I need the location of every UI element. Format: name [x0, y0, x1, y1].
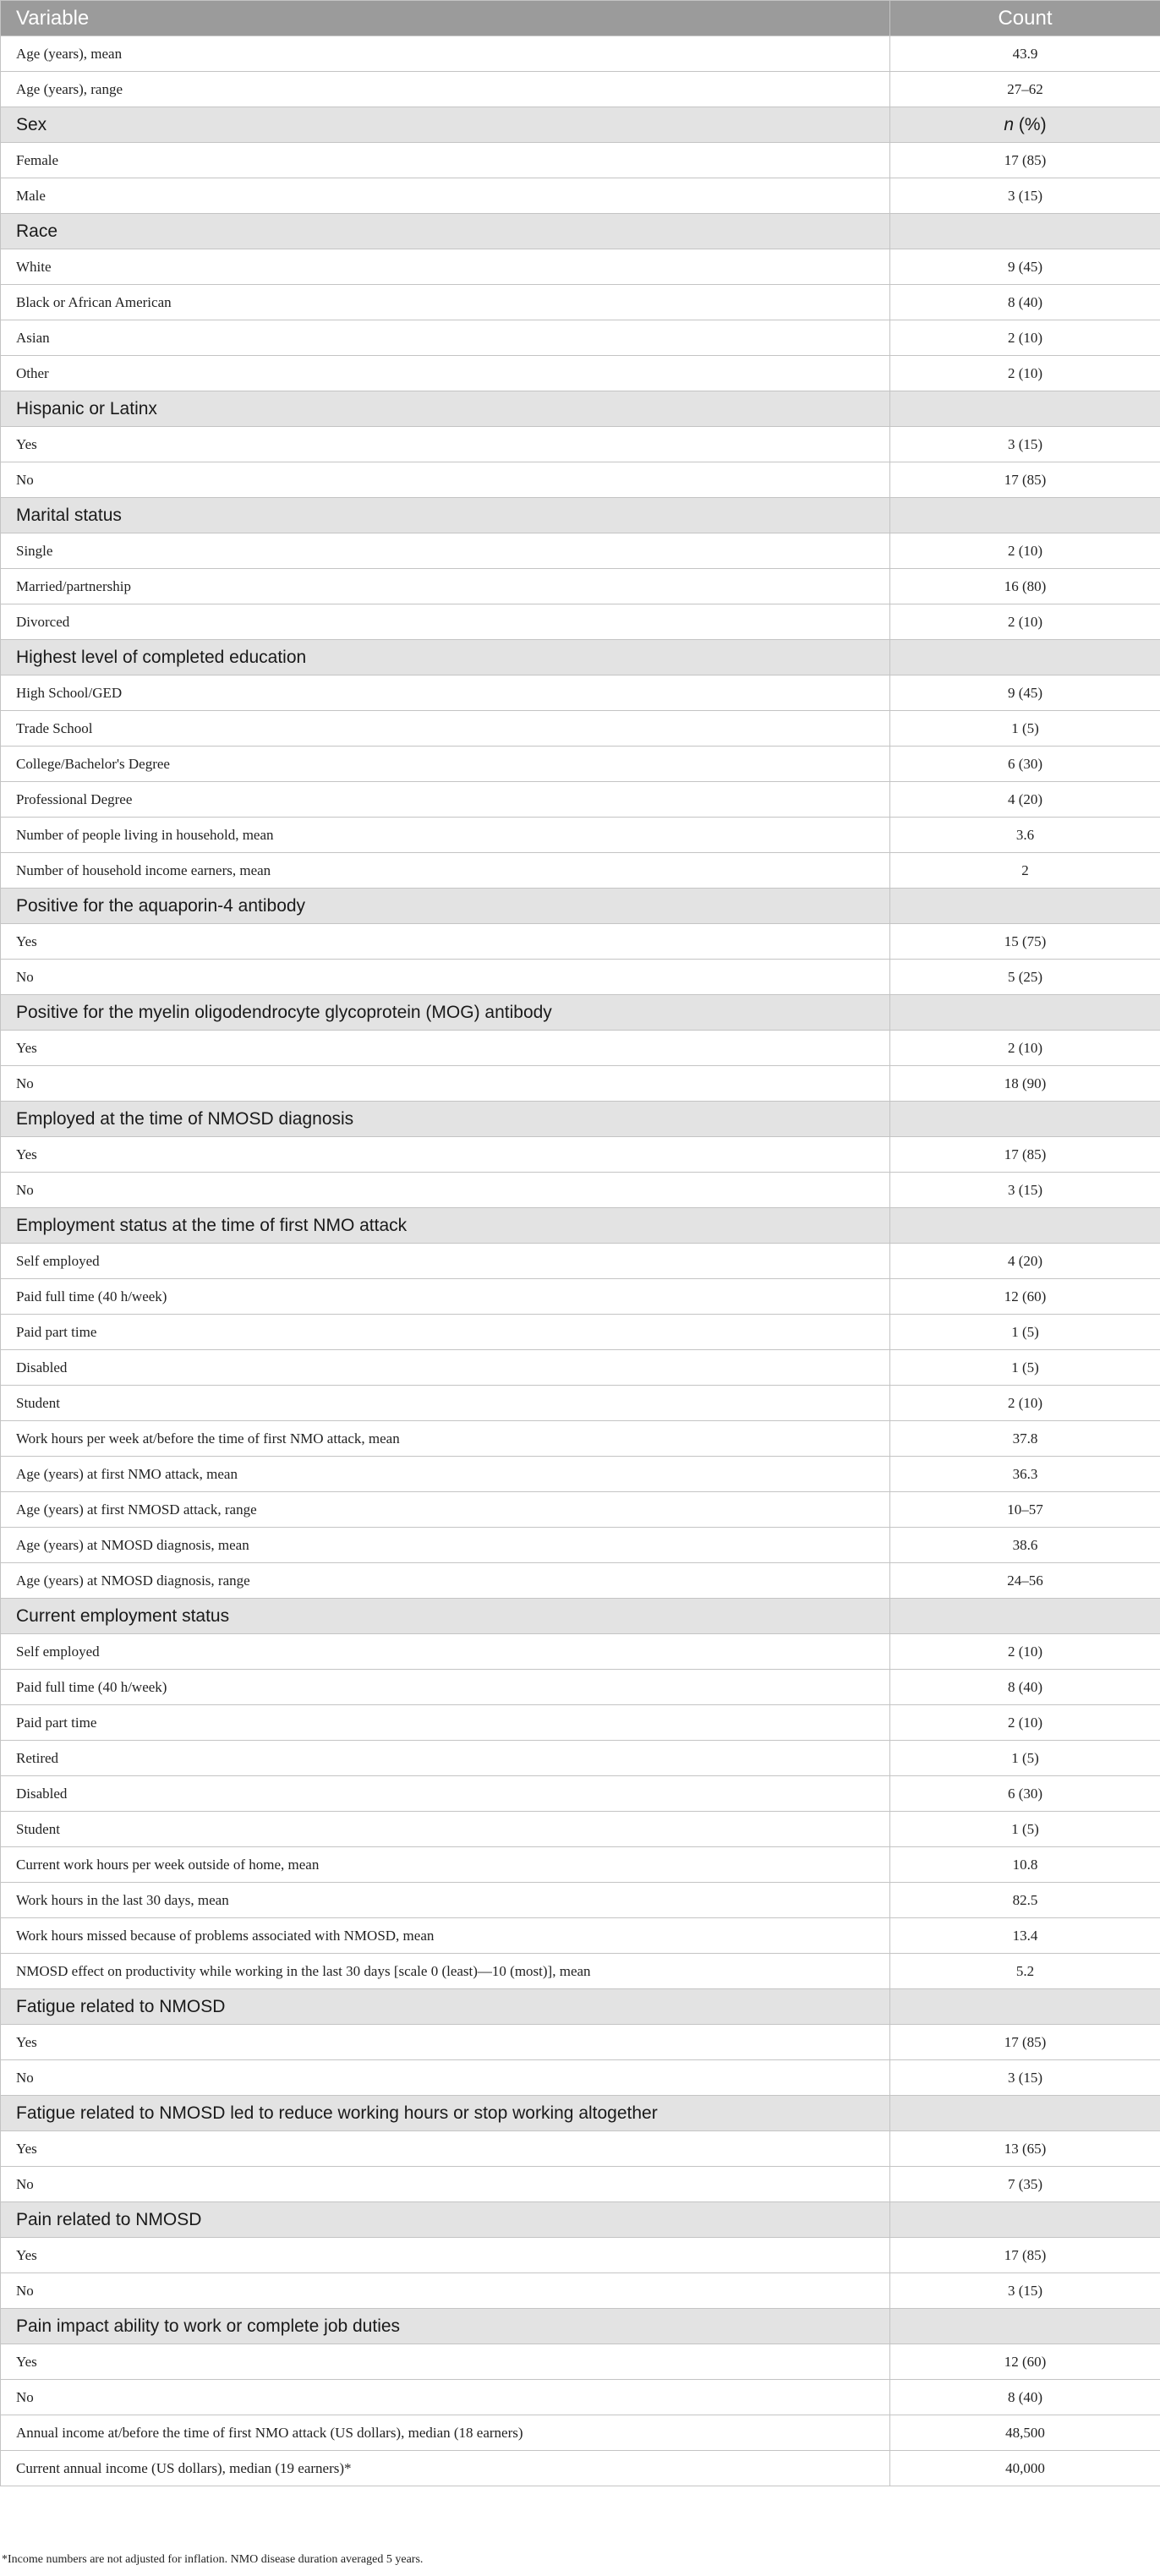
row-label: Age (years) at NMOSD diagnosis, range: [1, 1563, 890, 1599]
table-row: [1, 924, 1160, 960]
section-header-row: [1, 995, 1160, 1031]
table-row: [1, 1279, 1160, 1315]
table-row: [1, 36, 1160, 72]
table-row: [1, 569, 1160, 604]
table-row: [1, 72, 1160, 107]
section-unit: [890, 107, 1160, 143]
row-value: 17 (85): [890, 1137, 1160, 1173]
row-label: Student: [1, 1812, 890, 1847]
table-row: [1, 356, 1160, 391]
row-value: 7 (35): [890, 2167, 1160, 2202]
row-label: Asian: [1, 320, 890, 356]
section-label: Employed at the time of NMOSD diagnosis: [1, 1102, 890, 1137]
table-row: [1, 1137, 1160, 1173]
row-value: 3 (15): [890, 178, 1160, 214]
section-unit: [890, 2309, 1160, 2344]
section-label: Fatigue related to NMOSD led to reduce working hours or stop working altogether: [1, 2096, 890, 2131]
section-label: Fatigue related to NMOSD: [1, 1989, 890, 2025]
row-label: No: [1, 2060, 890, 2096]
row-label: Number of household income earners, mean: [1, 853, 890, 889]
table-row: [1, 782, 1160, 818]
section-label: Employment status at the time of first NMO attack: [1, 1208, 890, 1244]
unit-percent: (%): [1014, 114, 1047, 134]
variable-column-header: Variable: [1, 1, 890, 36]
row-label: Paid full time (40 h/week): [1, 1279, 890, 1315]
table-row: [1, 2060, 1160, 2096]
row-label: Age (years) at first NMOSD attack, range: [1, 1492, 890, 1528]
row-label: Yes: [1, 2131, 890, 2167]
row-label: Yes: [1, 427, 890, 462]
row-label: Disabled: [1, 1350, 890, 1386]
table-row: [1, 1634, 1160, 1670]
section-header-row: [1, 1208, 1160, 1244]
row-label: No: [1, 1173, 890, 1208]
section-unit: [890, 1989, 1160, 2025]
section-unit: [890, 889, 1160, 924]
row-value: 9 (45): [890, 249, 1160, 285]
table-row: [1, 2167, 1160, 2202]
row-label: Male: [1, 178, 890, 214]
row-label: Disabled: [1, 1776, 890, 1812]
row-value: 2 (10): [890, 604, 1160, 640]
table-row: [1, 320, 1160, 356]
row-label: High School/GED: [1, 675, 890, 711]
row-label: Paid full time (40 h/week): [1, 1670, 890, 1705]
table-row: [1, 2238, 1160, 2273]
row-label: Yes: [1, 2344, 890, 2380]
table-row: [1, 747, 1160, 782]
table-row: [1, 2451, 1160, 2486]
row-label: Age (years) at NMOSD diagnosis, mean: [1, 1528, 890, 1563]
unit-n: n: [1004, 114, 1015, 134]
section-header-row: [1, 1102, 1160, 1137]
row-label: Professional Degree: [1, 782, 890, 818]
table-row: [1, 1812, 1160, 1847]
row-label: Female: [1, 143, 890, 178]
row-label: Annual income at/before the time of first NMO attack (US dollars), median (18 earners): [1, 2415, 890, 2451]
row-label: Student: [1, 1386, 890, 1421]
section-label: Race: [1, 214, 890, 249]
table-row: [1, 1528, 1160, 1563]
row-label: Work hours in the last 30 days, mean: [1, 1883, 890, 1918]
row-value: 17 (85): [890, 462, 1160, 498]
row-value: 2 (10): [890, 1634, 1160, 1670]
table-row: [1, 1457, 1160, 1492]
table-row: [1, 1066, 1160, 1102]
table-row: [1, 462, 1160, 498]
row-value: 1 (5): [890, 1350, 1160, 1386]
section-header-row: [1, 2309, 1160, 2344]
table-row: [1, 249, 1160, 285]
count-column-header: Count: [890, 1, 1160, 36]
row-value: 16 (80): [890, 569, 1160, 604]
section-label: Positive for the aquaporin-4 antibody: [1, 889, 890, 924]
row-label: No: [1, 960, 890, 995]
row-label: College/Bachelor's Degree: [1, 747, 890, 782]
row-value: 17 (85): [890, 2238, 1160, 2273]
row-label: Trade School: [1, 711, 890, 747]
table-row: [1, 2131, 1160, 2167]
row-label: No: [1, 2167, 890, 2202]
row-value: 36.3: [890, 1457, 1160, 1492]
section-label: Positive for the myelin oligodendrocyte glycoprotein (MOG) antibody: [1, 995, 890, 1031]
table-row: [1, 1563, 1160, 1599]
row-label: Divorced: [1, 604, 890, 640]
section-unit: [890, 1208, 1160, 1244]
row-value: 2: [890, 853, 1160, 889]
row-value: 6 (30): [890, 1776, 1160, 1812]
row-label: Yes: [1, 1031, 890, 1066]
section-header-row: [1, 1599, 1160, 1634]
section-header-row: [1, 214, 1160, 249]
section-header-row: [1, 2202, 1160, 2238]
row-label: Current work hours per week outside of home, mean: [1, 1847, 890, 1883]
row-value: 4 (20): [890, 782, 1160, 818]
section-label: Highest level of completed education: [1, 640, 890, 675]
row-value: 3 (15): [890, 427, 1160, 462]
table-row: [1, 1705, 1160, 1741]
row-value: 3 (15): [890, 2060, 1160, 2096]
table-row: [1, 1386, 1160, 1421]
table-row: [1, 1031, 1160, 1066]
row-label: Age (years), mean: [1, 36, 890, 72]
table-row: [1, 1776, 1160, 1812]
row-label: Number of people living in household, mean: [1, 818, 890, 853]
row-value: 43.9: [890, 36, 1160, 72]
row-label: Single: [1, 533, 890, 569]
row-label: Paid part time: [1, 1315, 890, 1350]
row-label: White: [1, 249, 890, 285]
row-label: Married/partnership: [1, 569, 890, 604]
row-value: 17 (85): [890, 143, 1160, 178]
row-value: 9 (45): [890, 675, 1160, 711]
row-value: 8 (40): [890, 285, 1160, 320]
row-label: NMOSD effect on productivity while working in the last 30 days [scale 0 (least)—10 (most)], mean: [1, 1954, 890, 1989]
section-unit: [890, 2096, 1160, 2131]
row-label: No: [1, 462, 890, 498]
table-row: [1, 1315, 1160, 1350]
table-row: [1, 285, 1160, 320]
table-row: [1, 2380, 1160, 2415]
row-label: Current annual income (US dollars), median (19 earners)*: [1, 2451, 890, 2486]
table-row: [1, 1954, 1160, 1989]
table-row: [1, 1847, 1160, 1883]
table-row: [1, 853, 1160, 889]
row-label: Age (years), range: [1, 72, 890, 107]
table-row: [1, 1741, 1160, 1776]
section-header-row: [1, 2096, 1160, 2131]
section-header-row: [1, 889, 1160, 924]
table-header: [1, 1, 1160, 36]
table-row: [1, 2025, 1160, 2060]
section-header-row: [1, 1989, 1160, 2025]
table-row: [1, 2344, 1160, 2380]
row-value: 2 (10): [890, 1705, 1160, 1741]
row-value: 38.6: [890, 1528, 1160, 1563]
table-row: [1, 1173, 1160, 1208]
section-header-row: [1, 391, 1160, 427]
table-row: [1, 533, 1160, 569]
row-value: 37.8: [890, 1421, 1160, 1457]
row-value: 13.4: [890, 1918, 1160, 1954]
row-label: Paid part time: [1, 1705, 890, 1741]
section-label: Marital status: [1, 498, 890, 533]
section-unit: [890, 214, 1160, 249]
section-unit: [890, 1102, 1160, 1137]
row-label: Black or African American: [1, 285, 890, 320]
table-row: [1, 604, 1160, 640]
table-row: [1, 675, 1160, 711]
row-label: Self employed: [1, 1634, 890, 1670]
row-value: 1 (5): [890, 1741, 1160, 1776]
row-label: Age (years) at first NMO attack, mean: [1, 1457, 890, 1492]
header-row: [1, 1, 1160, 36]
row-value: 2 (10): [890, 356, 1160, 391]
table-row: [1, 818, 1160, 853]
section-unit: [890, 2202, 1160, 2238]
row-value: 8 (40): [890, 2380, 1160, 2415]
section-label: Current employment status: [1, 1599, 890, 1634]
table-row: [1, 1918, 1160, 1954]
table-row: [1, 711, 1160, 747]
table-row: [1, 1421, 1160, 1457]
table-row: [1, 1492, 1160, 1528]
row-value: 2 (10): [890, 1031, 1160, 1066]
row-value: 3.6: [890, 818, 1160, 853]
row-value: 2 (10): [890, 1386, 1160, 1421]
table-row: [1, 1883, 1160, 1918]
row-value: 10.8: [890, 1847, 1160, 1883]
row-value: 5.2: [890, 1954, 1160, 1989]
row-value: 8 (40): [890, 1670, 1160, 1705]
row-label: No: [1, 2380, 890, 2415]
row-value: 12 (60): [890, 1279, 1160, 1315]
table-row: [1, 1670, 1160, 1705]
row-label: No: [1, 1066, 890, 1102]
section-unit: [890, 391, 1160, 427]
row-label: Retired: [1, 1741, 890, 1776]
section-label: Hispanic or Latinx: [1, 391, 890, 427]
row-value: 17 (85): [890, 2025, 1160, 2060]
table-row: [1, 143, 1160, 178]
row-value: 10–57: [890, 1492, 1160, 1528]
row-value: 1 (5): [890, 1315, 1160, 1350]
row-label: Work hours missed because of problems associated with NMOSD, mean: [1, 1918, 890, 1954]
row-value: 82.5: [890, 1883, 1160, 1918]
row-value: 24–56: [890, 1563, 1160, 1599]
row-value: 13 (65): [890, 2131, 1160, 2167]
section-unit: [890, 995, 1160, 1031]
row-value: 48,500: [890, 2415, 1160, 2451]
row-label: Other: [1, 356, 890, 391]
table-row: [1, 427, 1160, 462]
row-value: 3 (15): [890, 1173, 1160, 1208]
section-header-row: [1, 498, 1160, 533]
section-header-row: [1, 640, 1160, 675]
table-footnote: *Income numbers are not adjusted for inflation. NMO disease duration averaged 5 years.: [2, 2553, 424, 2566]
table-row: [1, 2415, 1160, 2451]
section-label: Sex: [1, 107, 890, 143]
section-unit: [890, 498, 1160, 533]
table-row: [1, 1350, 1160, 1386]
row-value: 40,000: [890, 2451, 1160, 2486]
table-row: [1, 178, 1160, 214]
row-label: Yes: [1, 924, 890, 960]
row-value: 18 (90): [890, 1066, 1160, 1102]
section-header-row: [1, 107, 1160, 143]
row-label: Self employed: [1, 1244, 890, 1279]
section-unit: [890, 640, 1160, 675]
row-value: 6 (30): [890, 747, 1160, 782]
table-row: [1, 1244, 1160, 1279]
row-value: 5 (25): [890, 960, 1160, 995]
row-value: 4 (20): [890, 1244, 1160, 1279]
table-row: [1, 960, 1160, 995]
row-value: 15 (75): [890, 924, 1160, 960]
section-label: Pain impact ability to work or complete job duties: [1, 2309, 890, 2344]
row-value: 27–62: [890, 72, 1160, 107]
row-value: 2 (10): [890, 533, 1160, 569]
row-label: Yes: [1, 2238, 890, 2273]
row-value: 1 (5): [890, 711, 1160, 747]
row-value: 12 (60): [890, 2344, 1160, 2380]
row-label: Yes: [1, 2025, 890, 2060]
row-label: Yes: [1, 1137, 890, 1173]
section-unit: [890, 1599, 1160, 1634]
section-label: Pain related to NMOSD: [1, 2202, 890, 2238]
row-value: 1 (5): [890, 1812, 1160, 1847]
table-body: [1, 36, 1160, 2486]
row-value: 2 (10): [890, 320, 1160, 356]
table-row: [1, 2273, 1160, 2309]
row-value: 3 (15): [890, 2273, 1160, 2309]
row-label: No: [1, 2273, 890, 2309]
row-label: Work hours per week at/before the time of first NMO attack, mean: [1, 1421, 890, 1457]
